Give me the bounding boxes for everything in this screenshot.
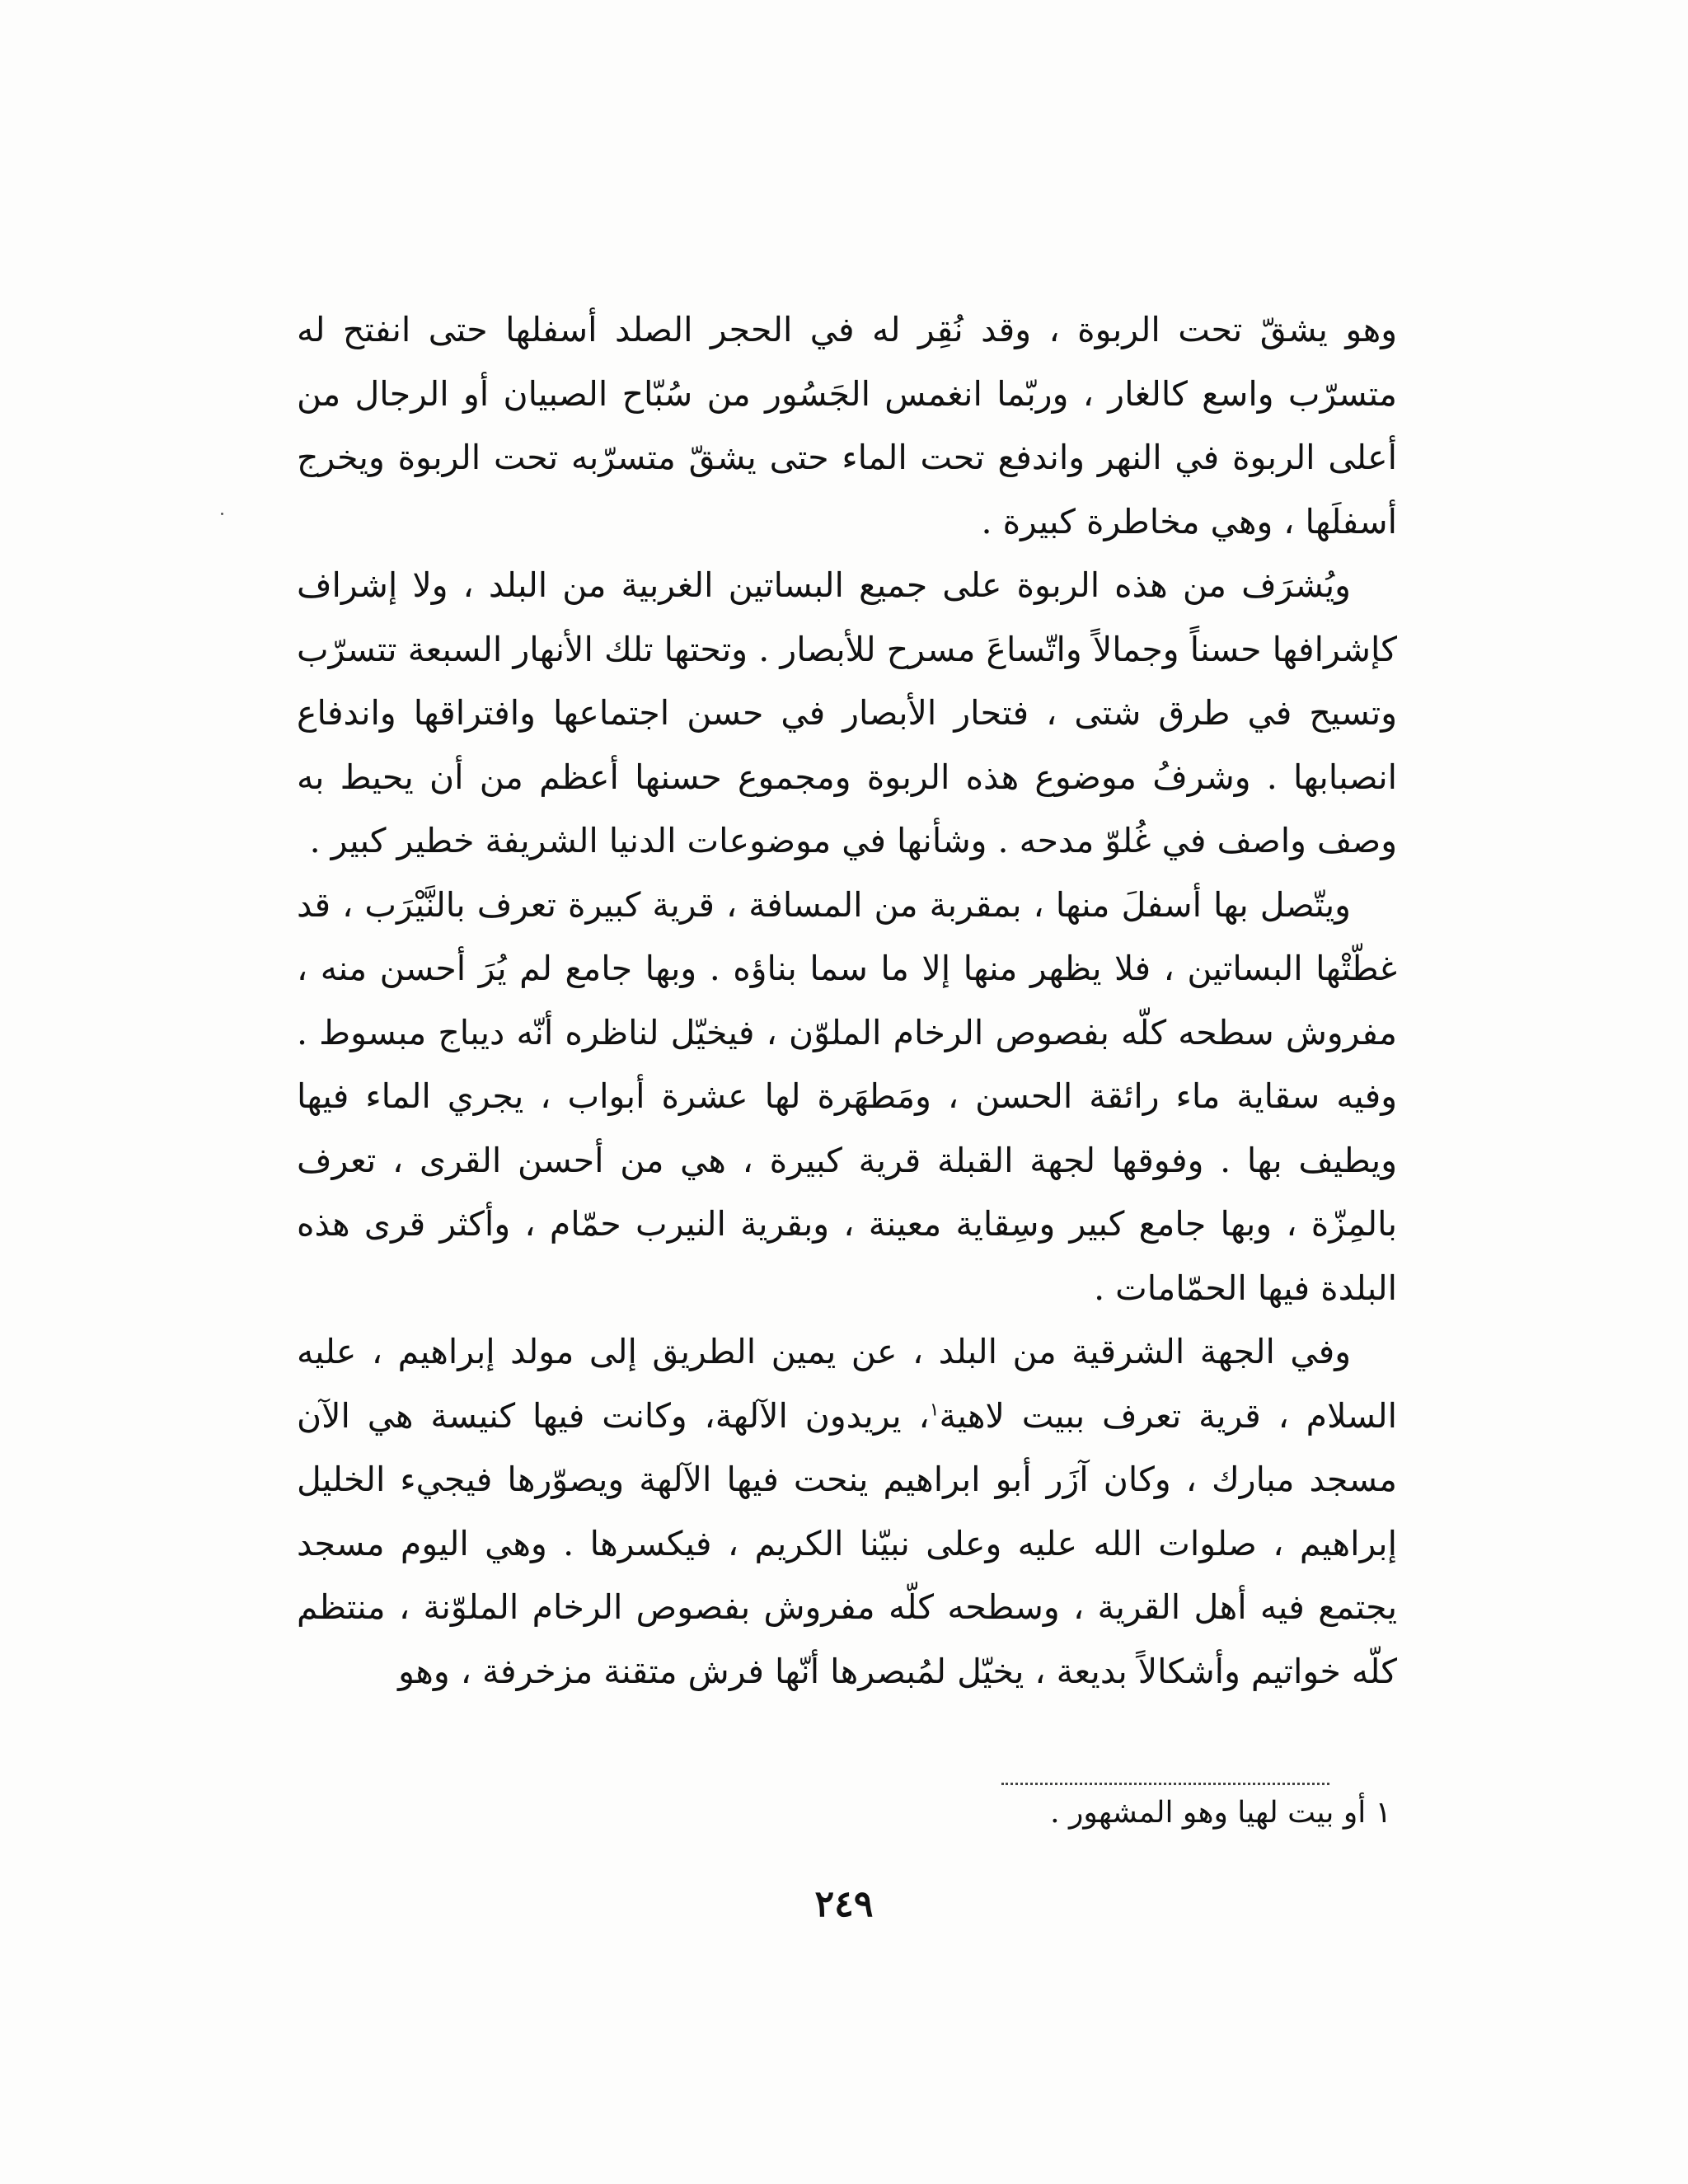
- paragraph-2: ويُشرَف من هذه الربوة على جميع البساتين الغربية من البلد ، ولا إشراف كإشرافها حسناً وجمالاً واتّساعَ مسرح للأبصار . وتحتها تلك الأنهار السبعة تتسرّب وتسيح في طرق شتى ، فتحار الأبصار في حسن اجتماعها وافتراقها واندفاع انصبابها . وشرفُ موضوع هذه الربوة ومجموع حسنها أعظم من أن يحيط به وصف واصف في غُلوّ مدحه . وشأنها في موضوعات الدنيا الشريفة خطير كبير .: [297, 565, 1397, 860]
- footnote-separator: [1001, 1783, 1329, 1785]
- paragraph-4: وفي الجهة الشرقية من البلد ، عن يمين الطريق إلى مولد إبراهيم ، عليه السلام ، قرية تعرف ببيت لاهية$^١$، يريدون الآلهة، وكانت فيها كنيسة هي الآن مسجد مبارك ، وكان آزَر أبو ابراهيم ينحت فيها الآلهة ويصوّرها فيجيء الخليل إبراهيم ، صلوات الله عليه وعلى نبيّنا الكريم ، فيكسرها . وهي اليوم مسجد يجتمع فيه أهل القرية ، وسطحه كلّه مفروش بفصوص الرخام الملوّنة ، منتظم كلّه خواتيم وأشكالاً بديعة ، يخيّل لمُبصرها أنّها فرش متقنة مزخرفة ، وهو: [297, 1332, 1397, 1691]
- paragraph-1: وهو يشقّ تحت الربوة ، وقد نُقِر له في الحجر الصلد أسفلها حتى انفتح له متسرّب واسع كالغار ، وربّما انغمس الجَسُور من سُبّاح الصبيان أو الرجال من أعلى الربوة في النهر واندفع تحت الماء حتى يشقّ متسرّبه تحت الربوة ويخرج أسفلَها ، وهي مخاطرة كبيرة .: [297, 310, 1397, 541]
- margin-speck: [221, 513, 223, 515]
- paragraph-3: ويتّصل بها أسفلَ منها ، بمقربة من المسافة ، قرية كبيرة تعرف بالنَّيْرَب ، قد غطّتْها البساتين ، فلا يظهر منها إلا ما سما بناؤه . وبها جامع لم يُرَ أحسن منه ، مفروش سطحه كلّه بفصوص الرخام الملوّن ، فيخيّل لناظره أنّه ديباج مبسوط . وفيه سقاية ماء رائقة الحسن ، ومَطهَرة لها عشرة أبواب ، يجري الماء فيها ويطيف بها . وفوقها لجهة القبلة قرية كبيرة ، هي من أحسن القرى ، تعرف بالمِزّة ، وبها جامع كبير وسِقاية معينة ، وبقرية النيرب حمّام ، وأكثر قرى هذه البلدة فيها الحمّامات .: [297, 884, 1397, 1308]
- footnote: ١ أو بيت لهيا وهو المشهور .: [1050, 1796, 1391, 1830]
- body-text: [297, 298, 1397, 1704]
- footnote-reference-marker: ١: [929, 1399, 940, 1420]
- page-number: ٢٤٩: [814, 1883, 874, 1925]
